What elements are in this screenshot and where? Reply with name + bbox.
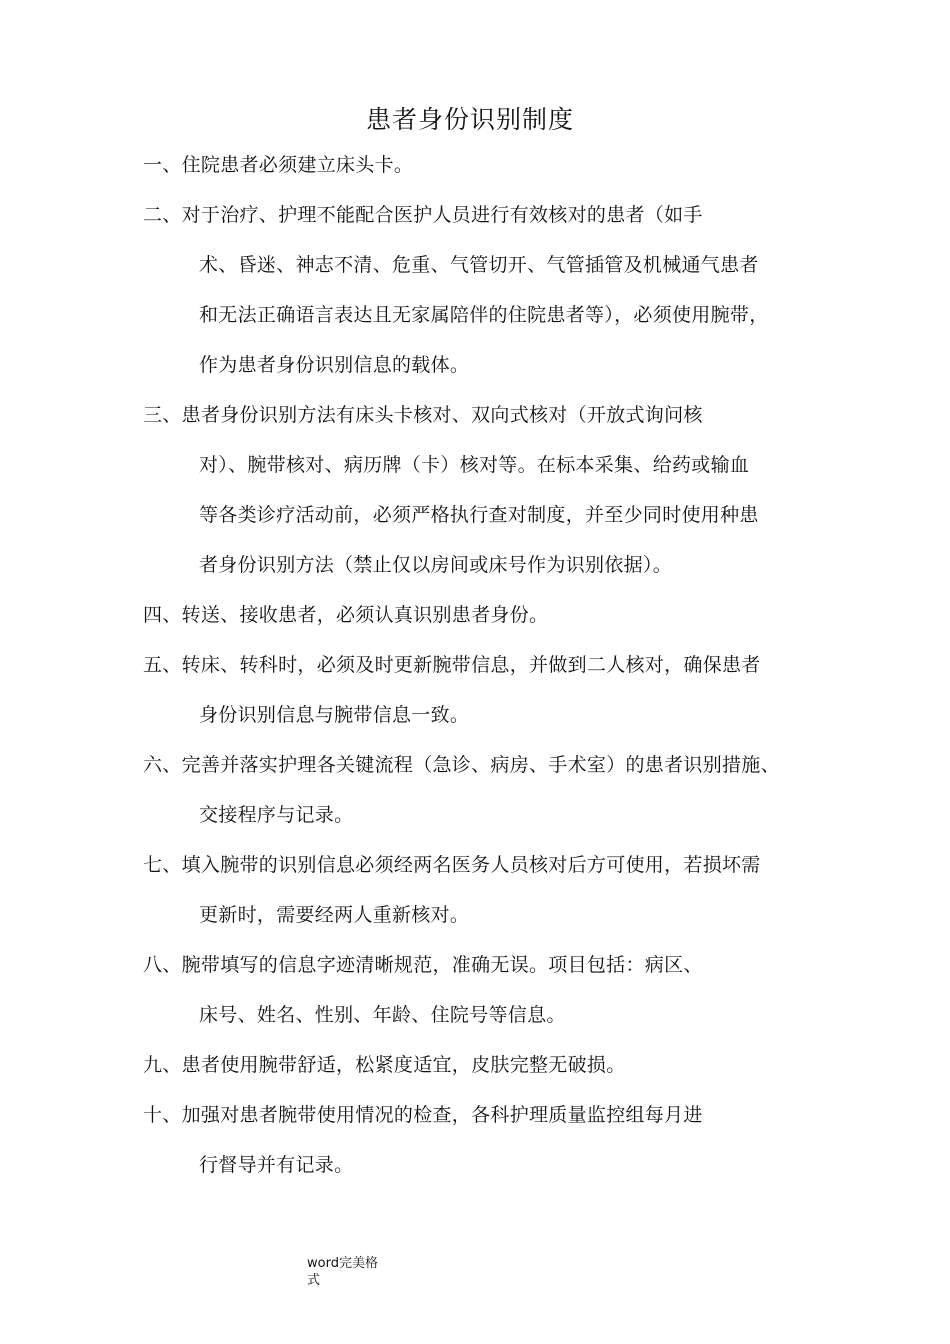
item-1-line-1: 一、住院患者必须建立床头卡。 — [143, 154, 414, 176]
item-4-line-1: 四、转送、接收患者，必须认真识别患者身份。 — [143, 604, 549, 626]
item-9-line-1: 九、患者使用腕带舒适，松紧度适宜，皮肤完整无破损。 — [143, 1054, 626, 1076]
item-2-line-2: 术、昏迷、神志不清、危重、气管切开、气管插管及机械通气患者 — [199, 254, 759, 276]
document-title: 患者身份识别制度 — [365, 105, 574, 134]
footer-note: word完美格式 — [307, 1256, 378, 1288]
item-2-line-3: 和无法正确语言表达且无家属陪伴的住院患者等），必须使用腕带， — [199, 304, 769, 326]
item-2-line-4: 作为患者身份识别信息的载体。 — [199, 354, 470, 376]
item-7-line-2: 更新时，需要经两人重新核对。 — [199, 904, 470, 926]
item-3-line-1: 三、患者身份识别方法有床头卡核对、双向式核对（开放式询问核 — [143, 404, 703, 426]
item-8-line-1: 八、腕带填写的信息字迹清晰规范，准确无误。项目包括：病区、 — [143, 954, 703, 976]
item-10-line-1: 十、加强对患者腕带使用情况的检查，各科护理质量监控组每月进 — [143, 1104, 703, 1126]
item-6-line-1: 六、完善并落实护理各关键流程（急诊、病房、手术室）的患者识别措施、 — [143, 754, 780, 776]
item-3-line-4: 者身份识别方法（禁止仅以房间或床号作为识别依据）。 — [199, 554, 673, 576]
item-5-line-2: 身份识别信息与腕带信息一致。 — [199, 704, 470, 726]
item-3-line-2: 对）、腕带核对、病历牌（卡）核对等。在标本采集、给药或输血 — [199, 454, 750, 476]
item-6-line-2: 交接程序与记录。 — [199, 804, 354, 826]
item-7-line-1: 七、填入腕带的识别信息必须经两名医务人员核对后方可使用，若损坏需 — [143, 854, 761, 876]
item-3-line-3: 等各类诊疗活动前，必须严格执行查对制度，并至少同时使用种患 — [199, 504, 759, 526]
item-8-line-2: 床号、姓名、性别、年龄、住院号等信息。 — [199, 1004, 566, 1026]
item-5-line-1: 五、转床、转科时，必须及时更新腕带信息，并做到二人核对，确保患者 — [143, 654, 761, 676]
item-10-line-2: 行督导并有记录。 — [199, 1154, 354, 1176]
item-2-line-1: 二、对于治疗、护理不能配合医护人员进行有效核对的患者（如手 — [143, 204, 703, 226]
